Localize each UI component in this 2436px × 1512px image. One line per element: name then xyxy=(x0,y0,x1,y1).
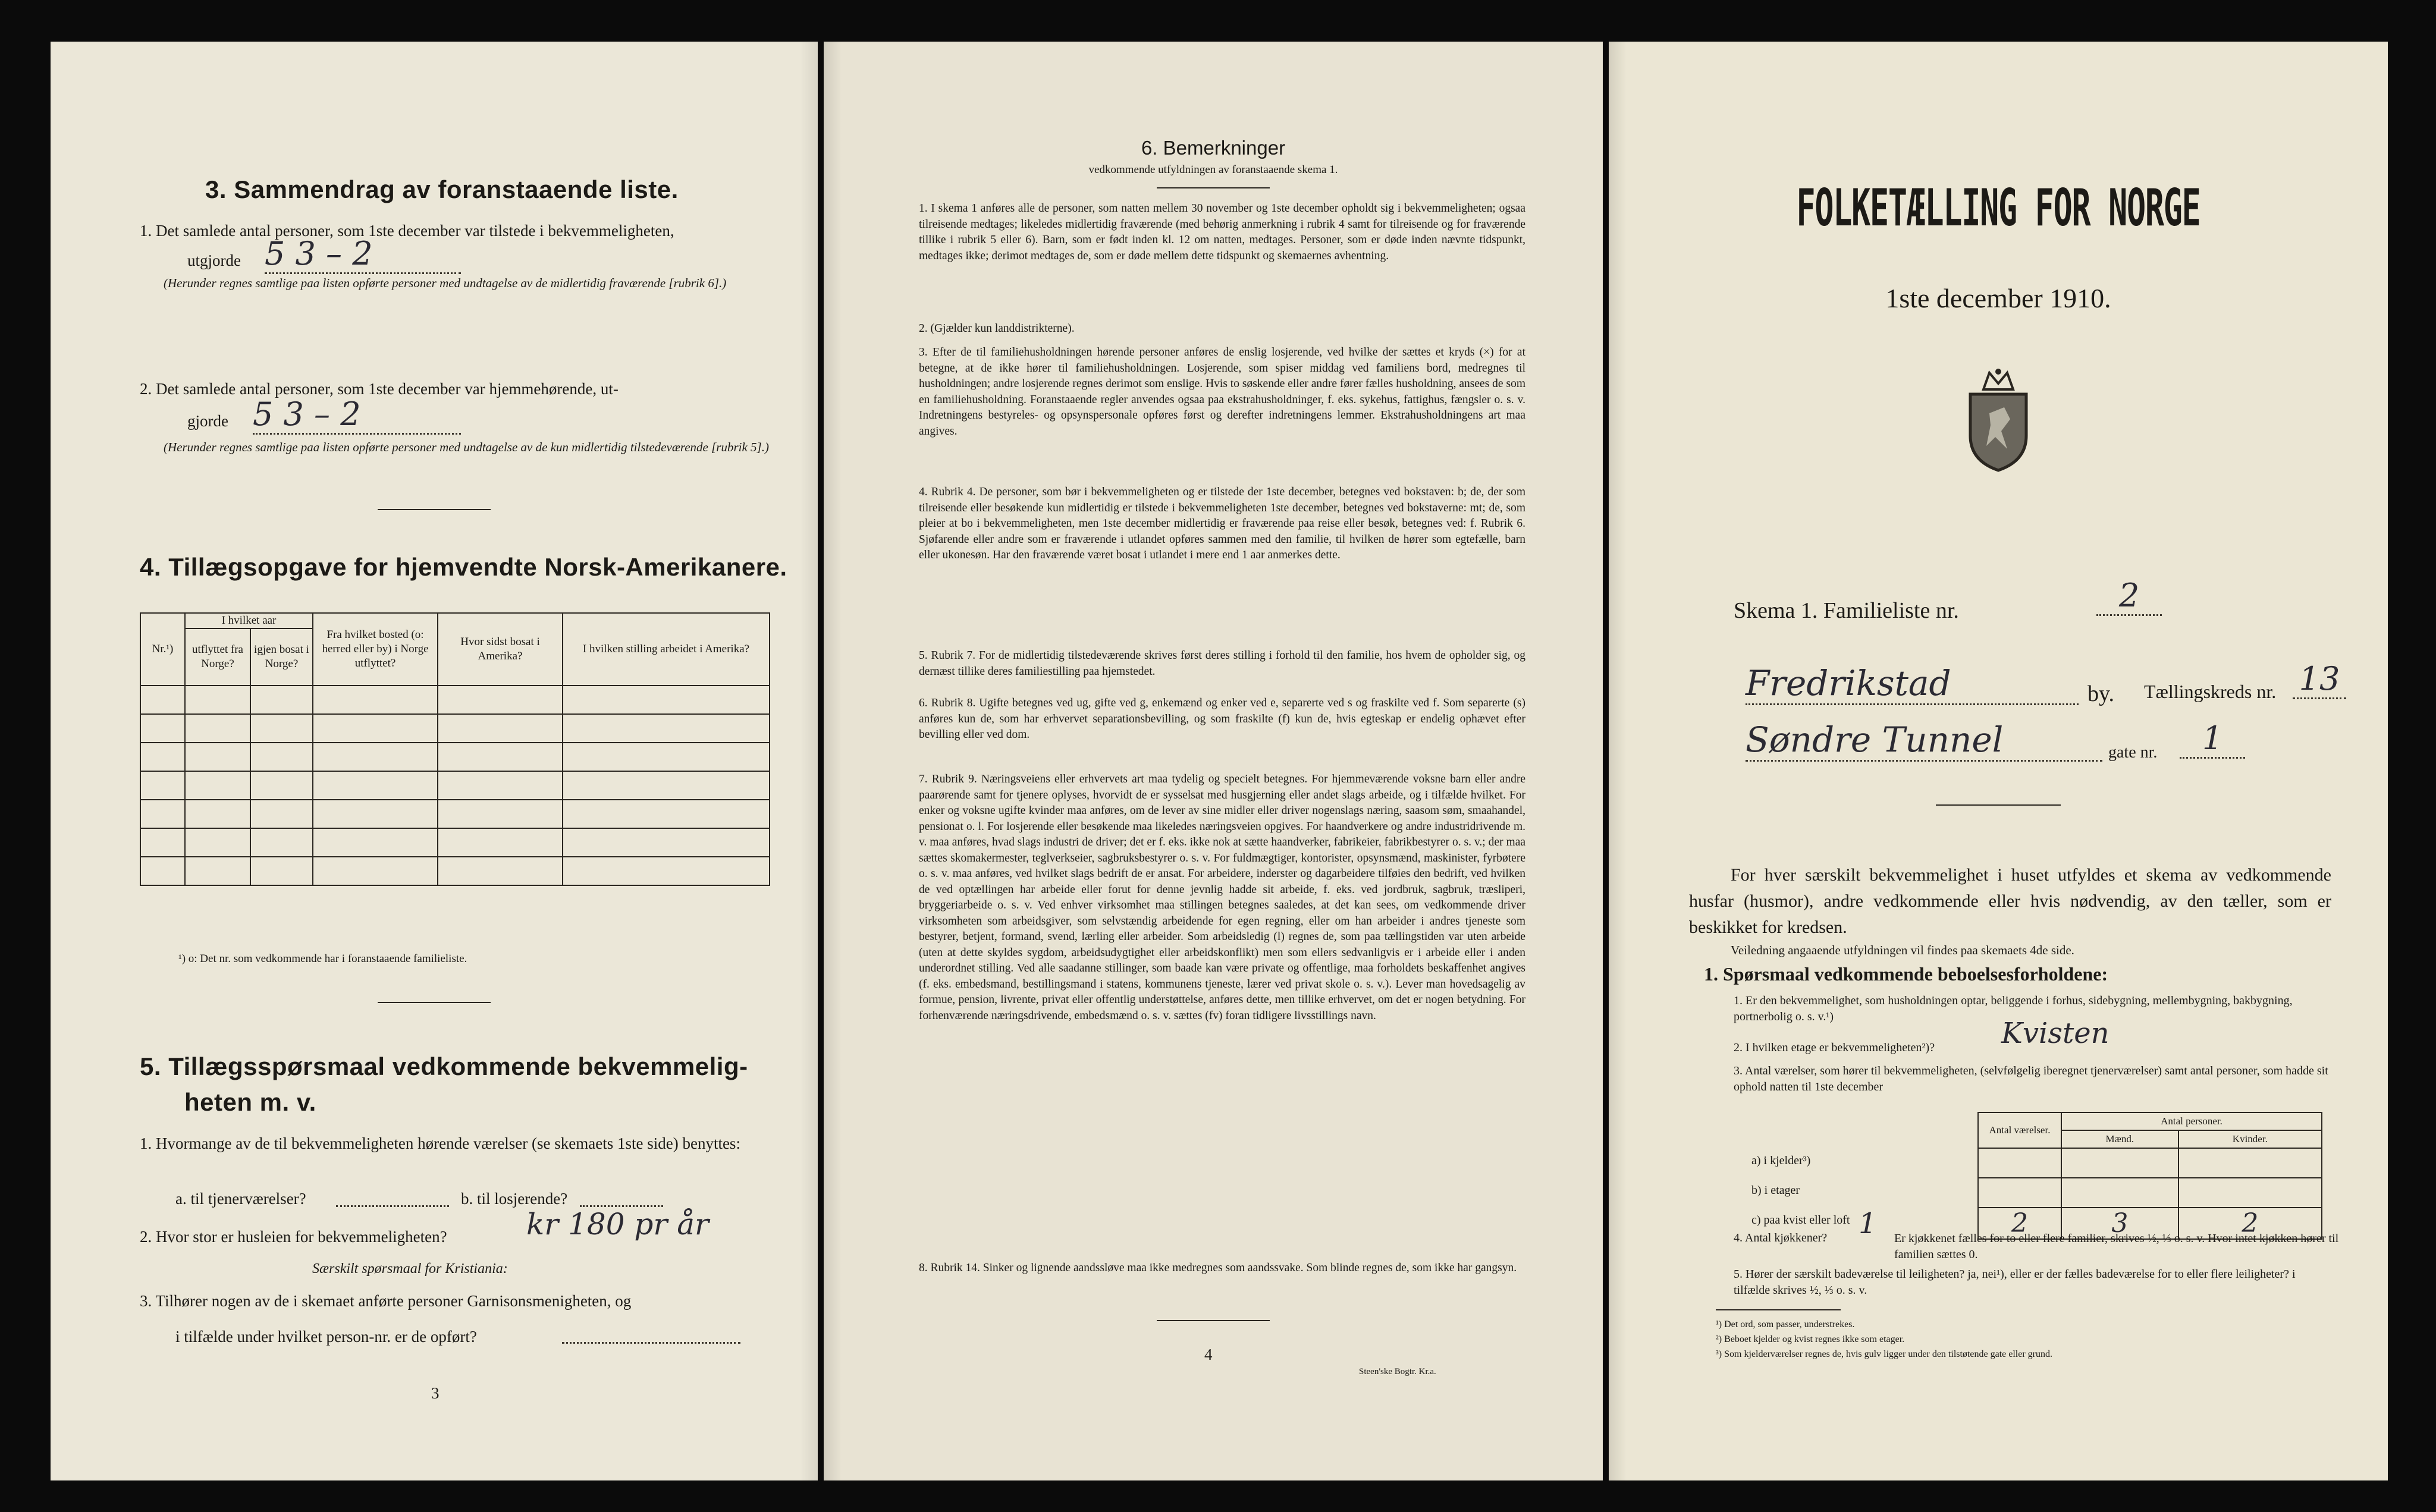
sec3-q2-note: (Herunder regnes samtlige paa listen opførte personer med undtagelse av de kun midlertidig tilstedeværende [rubrik 5].) xyxy=(164,440,769,454)
table-row xyxy=(1978,1178,2322,1208)
men-cell[interactable] xyxy=(2061,1148,2178,1178)
fold-shadow xyxy=(824,42,842,1480)
sec3-q1-value[interactable]: 5 3 – 2 xyxy=(265,235,461,274)
table-row xyxy=(140,828,770,857)
city-value[interactable]: Fredrikstad xyxy=(1746,663,2079,705)
q1-item-4-rest: Er kjøkkenet fælles for to eller flere familier, skrives ½, ⅓ o. s. v. Hvor intet kjøkken hører til familien sættes 0. xyxy=(1894,1232,2339,1261)
col-persons: Antal personer. xyxy=(2061,1112,2322,1130)
row-label-kjelder: a) i kjelder³) xyxy=(1751,1154,1811,1167)
guidance-text: Veiledning angaaende utfyldningen vil findes paa skemaets 4de side. xyxy=(1731,943,2074,957)
col-nr: Nr.¹) xyxy=(140,613,185,686)
q1-item-3: 3. Antal værelser, som hører til bekvemmeligheten, (selvfølgelig iberegnet tjenerværelser) samt antal personer, som hadde sit ophold natten til 1ste december xyxy=(1734,1064,2328,1093)
remark-4: 4. Rubrik 4. De personer, som bør i bekvemmeligheten og er tilstede der 1ste december, betegnes ved bokstaven: b; de, der som tilreisende eller besøkende kun midlertidig er tilstede i bekvemmeligheten 1ste december, betegnes ved bokstaverne: mt; de, som pleier at bo i bekvemmeligheten, men 1ste december midlertidig er fraværende paa reise eller besøk, betegnes ved: f. Rubrik 6. Sjøfarende eller andre som er fraværende i utlandet opføres sammen med den familie, til hvilken de hører som egtefælle, barn eller ukonesøn. Har den fraværende været bosat i utlandet i mere end 1 aar anmerkes dette. xyxy=(919,486,1525,561)
section-3-title: 3. Sammendrag av foranstaaende liste. xyxy=(205,175,679,203)
remark-2: 2. (Gjælder kun landdistrikterne). xyxy=(919,322,1075,335)
section-5-title-line2: heten m. v. xyxy=(184,1088,316,1116)
fold-shadow xyxy=(800,42,818,1480)
sec5-q3-text-1: 3. Tilhører nogen av de i skemaet anførte personer Garnisonsmenigheten, og xyxy=(140,1292,632,1310)
sec5-q1b-field[interactable] xyxy=(580,1201,663,1207)
section-4-title: 4. Tillægsopgave for hjemvendte Norsk-Amerikanere. xyxy=(140,553,787,581)
krets-value[interactable]: 13 xyxy=(2293,660,2346,699)
norsk-amerikanere-table xyxy=(140,612,770,886)
intro-text: For hver særskilt bekvemmelighet i huset utfyldes et skema av vedkommende husfar (husmor), andre vedkommende eller hvis nødvendig, av den tæller, som er beskikket for kredsen. xyxy=(1689,865,2331,937)
coat-of-arms-icon xyxy=(1960,366,2037,473)
sec5-q1a-field[interactable] xyxy=(336,1201,449,1207)
gate-label: gate nr. xyxy=(2108,743,2158,762)
sec5-q1-text: 1. Hvormange av de til bekvemmeligheten hørende værelser (se skemaets 1ste side) benyttes: xyxy=(140,1134,740,1152)
footnote-3: ³) Som kjelderværelser regnes de, hvis gulv ligger under den tilstøtende gate eller grund. xyxy=(1716,1349,2052,1359)
col-rooms: Antal værelser. xyxy=(1978,1112,2061,1148)
printer-imprint: Steen'ske Bogtr. Kr.a. xyxy=(1359,1367,1436,1376)
col-men: Mænd. xyxy=(2061,1130,2178,1148)
sec5-q1a: a. til tjenerværelser? xyxy=(175,1190,306,1208)
col-position: I hvilken stilling arbeidet i Amerika? xyxy=(563,613,770,686)
kjokken-value[interactable]: 1 xyxy=(1859,1207,1877,1240)
sec3-q1-lead: utgjorde xyxy=(187,252,241,269)
sec5-q3-field[interactable] xyxy=(562,1338,740,1344)
remarks-title: 6. Bemerkninger xyxy=(1141,137,1286,159)
footnote-2: ²) Beboet kjelder og kvist regnes ikke som etager. xyxy=(1716,1334,1905,1344)
q1-item-1: 1. Er den bekvemmelighet, som husholdningen optar, beliggende i forhus, sidebygning, mellembygning, bakbygning, portnerbolig o. s. v.¹) xyxy=(1734,994,2293,1023)
remark-3: 3. Efter de til familiehusholdningen hørende personer anføres de enslig losjerende, ved hvilke der sættes et kryds (×) for at betegne, at de ikke hører til familiehusholdningen. Losjerende, som spiser middag ved familiens bord, medregnes til husholdningen; andre losjerende regnes derimot som enslige. Hvis to søskende eller andre fører fælles husholdning, ansees de som en familiehusholdning. Foranstaaende regler anvendes ogsaa paa ekstrahusholdninger, f. eks. sykehus, fattighus, fængsler o. s. v. Indretningens bestyreles- og opsynspersonale opføres først og derefter indretningens lemmer. Ekstrahusholdningens art maa angives. xyxy=(919,346,1525,438)
remark-8: 8. Rubrik 14. Sinker og lignende aandssløve maa ikke medregnes som aandssvake. Som blinde regnes de, som ikke har gangsyn. xyxy=(919,1262,1517,1274)
footnote-1: ¹) Det ord, som passer, understrekes. xyxy=(1716,1319,1855,1329)
col-from-where: Fra hvilket bosted (o: herred eller by) i Norge utflyttet? xyxy=(313,613,438,686)
remark-6: 6. Rubrik 8. Ugifte betegnes ved ug, gifte ved g, enkemænd og enker ved e, separerte ved s og fraskilte ved f. Som separerte (s) anføres kun de, som har erhvervet separationsbevilling, og som fraskilte (f) kun de, hvis egteskap er endelig ophævet efter bevilling eller ved dom. xyxy=(919,697,1525,741)
remark-1: 1. I skema 1 anføres alle de personer, som natten mellem 30 november og 1ste december opholdt sig i bekvemmeligheten; ogsaa tilreisende medtages; likeledes midlertidig fraværende (med behørig anmerkning i rubrik 4 samt for tilreisende og for fraværende tillike i rubrik 5 eller 6). Barn, som er født inden kl. 12 om natten, medtages. Personer, som er døde inden nævnte tidspunkt, medtages ikke; derimot medtages de, som er døde mellem dette tidspunkt og skemaernes avhentning. xyxy=(919,202,1525,262)
sec3-q2-lead: gjorde xyxy=(187,412,228,430)
table-row xyxy=(140,714,770,743)
rooms-persons-table xyxy=(1977,1112,2322,1240)
sec5-q1b: b. til losjerende? xyxy=(461,1190,568,1208)
section-5-title-line1: 5. Tillægsspørsmaal vedkommende bekvemmelig- xyxy=(140,1052,748,1080)
sec5-q2-text: 2. Hvor stor er husleien for bekvemmeligheten? xyxy=(140,1228,447,1246)
table-row xyxy=(140,800,770,828)
sec5-q3-text-2: i tilfælde under hvilket person-nr. er de opført? xyxy=(175,1328,477,1346)
table-row xyxy=(140,743,770,771)
sec3-q2-value[interactable]: 5 3 – 2 xyxy=(253,395,461,435)
skema-label: Skema 1. Familieliste nr. xyxy=(1734,598,1959,623)
page-3 xyxy=(51,42,818,1480)
page-1 xyxy=(1609,42,2388,1480)
row-label-etager: b) i etager xyxy=(1751,1184,1800,1197)
q1-item-5: 5. Hører der særskilt badeværelse til leiligheten? ja, nei¹), eller er der fælles badeværelse for to eller flere leiligheter? i tilfælde skrives ½, ⅓ o. s. v. xyxy=(1734,1268,2296,1297)
kristiania-label: Særskilt spørsmaal for Kristiania: xyxy=(312,1261,508,1277)
col-returned: igjen bosat i Norge? xyxy=(250,628,313,686)
women-cell[interactable] xyxy=(2178,1148,2322,1178)
fold-shadow xyxy=(1609,42,1627,1480)
page-4 xyxy=(824,42,1603,1480)
divider xyxy=(378,1002,491,1003)
gate-nr-value[interactable]: 1 xyxy=(2180,719,2245,759)
krets-label: Tællingskreds nr. xyxy=(2144,681,2277,702)
men-cell[interactable]: 3 xyxy=(2061,1208,2178,1239)
col-women: Kvinder. xyxy=(2178,1130,2322,1148)
col-where-last: Hvor sidst bosat i Amerika? xyxy=(438,613,563,686)
remark-5: 5. Rubrik 7. For de midlertidig tilstedeværende skrives først deres stilling i forhold til den familie, hos hvem de opholder sig, og dernæst tillike deres familiestilling paa hjemstedet. xyxy=(919,649,1525,678)
col-emigrated: utflyttet fra Norge? xyxy=(185,628,250,686)
table-row xyxy=(140,686,770,714)
sec5-q2-value[interactable]: kr 180 pr år xyxy=(526,1207,709,1241)
city-label: by. xyxy=(2087,681,2115,706)
rooms-cell[interactable]: 2 xyxy=(1978,1208,2061,1239)
row-label-kvist: c) paa kvist eller loft xyxy=(1751,1214,1850,1227)
etage-value[interactable]: Kvisten xyxy=(2001,1017,2109,1050)
women-cell[interactable] xyxy=(2178,1178,2322,1208)
form-title: FOLKETÆLLING FOR NORGE xyxy=(1796,178,2200,238)
divider xyxy=(378,509,491,510)
question-1-title: 1. Spørsmaal vedkommende beboelsesforholdene: xyxy=(1704,963,2108,985)
page-number: 4 xyxy=(1204,1346,1213,1363)
rooms-cell[interactable] xyxy=(1978,1178,2061,1208)
q1-item-2: 2. I hvilken etage er bekvemmeligheten²)? xyxy=(1734,1041,1935,1054)
sec4-footnote: ¹) o: Det nr. som vedkommende har i foranstaaende familieliste. xyxy=(178,953,467,965)
street-value[interactable]: Søndre Tunnel xyxy=(1746,719,2102,762)
table-row xyxy=(140,771,770,800)
remarks-subtitle: vedkommende utfyldningen av foranstaaende skema 1. xyxy=(1088,164,1338,176)
remark-7: 7. Rubrik 9. Næringsveiens eller erhvervets art maa tydelig og specielt betegnes. For hjemmeværende voksne barn eller andre paarørende samt for tjenere oplyses, hvorvidt de er sysselsat med husgjerning eller andet slags arbeide, og i tilfælde hvilket. For enker og voksne ugifte kvinder maa anføres, om de lever av sine midler eller driver nogenslags næring, saasom søm, smaahandel, pensionat o. l. For losjerende eller besøkende maa likeledes næringsveien opgives. For haandverkere og andre industridrivende m. v. maa anføres, hvad slags industri de driver; det er f. eks. ikke nok at sætte haandverker, fabrikeier, fabrikbestyrer o. s. v.; der maa sættes skomakermester, teglverkseier, sagbruksbestyrer o. s. v. For fuldmægtiger, kontorister, opsynsmænd, maskinister, fyrbøtere o. s. v. maa anføres, ved hvilket slags bedrift de er ansat. For arbeidere, inderster og dagarbeidere tilføies den bedrift, ved hvilken de ved optællingen har arbeide eller forut for denne jevnlig hadde sit arbeide, f. eks. ved jordbruk, sagbruk, træsliperi, bryggeriarbeide o. s. v. Ved enhver virksomhet maa stillingen betegnes saaledes, at det kan sees, om vedkommende driver virksomheten som arbeidsgiver, som selvstændig arbeidende for egen regning, eller om han arbeider i andres tjeneste som bestyrer, betjent, formand, svend, lærling eller arbeider. Som arbeidsledig (l) regnes de, som paa tællingstiden var uten arbeide (uten at dette skyldes sygdom, arbeidsudygtighet eller arbeidskonflikt) men som ellers sedvanligvis er i arbeide eller i anden underordnet stilling. Ved alle saadanne stillinger, som baade kan være private og offentlige, maa forholdets beskaffenhet angives (f. eks. embedsmand, bestillingsmand i statens, kommunens tjeneste, lærer ved privat skole o. s. v.). Lever man hovedsagelig av formue, pension, livrente, privat eller offentlig understøttelse, anføres dette, men tillike erhvervet, om det er nogen betydning. For forhenværende næringsdrivende, embedsmænd o. s. v. sættes (fv) foran tidligere livsstillings navn. xyxy=(919,773,1525,1022)
divider xyxy=(1716,1309,1841,1310)
divider xyxy=(1157,187,1270,188)
men-cell[interactable] xyxy=(2061,1178,2178,1208)
divider xyxy=(1157,1320,1270,1321)
women-cell[interactable]: 2 xyxy=(2178,1208,2322,1239)
col-group-year: I hvilket aar xyxy=(185,613,313,628)
table-row xyxy=(140,857,770,885)
sec3-q1-note: (Herunder regnes samtlige paa listen opførte personer med undtagelse av de midlertidig fraværende [rubrik 6].) xyxy=(164,276,727,290)
page-number: 3 xyxy=(431,1384,440,1402)
rooms-cell[interactable] xyxy=(1978,1148,2061,1178)
divider xyxy=(1936,804,2061,806)
sec3-q2-text: 2. Det samlede antal personer, som 1ste december var hjemmehørende, ut- xyxy=(140,380,619,398)
familieliste-nr-value[interactable]: 2 xyxy=(2096,577,2162,616)
table-row xyxy=(1978,1148,2322,1178)
q1-item-4: 4. Antal kjøkkener? xyxy=(1734,1231,1828,1244)
sec3-q1-text: 1. Det samlede antal personer, som 1ste december var tilstede i bekvemmeligheten, xyxy=(140,222,674,240)
form-date: 1ste december 1910. xyxy=(1885,283,2111,313)
